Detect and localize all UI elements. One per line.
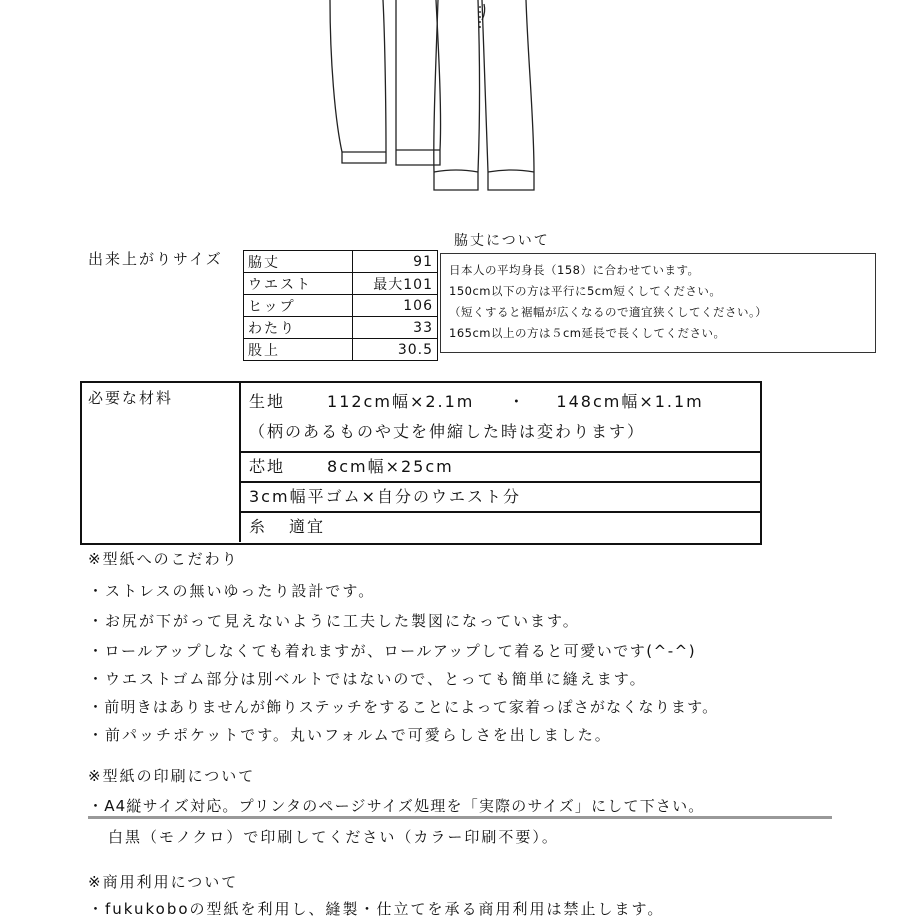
finished-size-table: [243, 250, 438, 361]
side-length-note-box: [440, 253, 876, 353]
pants-illustration: [0, 0, 920, 200]
fabric-separator: ・: [508, 392, 527, 411]
highlight-underline: [88, 816, 832, 819]
list-item: ・ロールアップしなくても着れますが、ロールアップして着ると可愛いです(^-^): [88, 642, 697, 660]
size-key: ウエスト: [244, 273, 353, 295]
size-value: 30.5: [353, 339, 438, 361]
thread-value: 適宜: [289, 517, 326, 536]
size-key: ヒップ: [244, 295, 353, 317]
size-value: 91: [353, 251, 438, 273]
size-key: 脇丈: [244, 251, 353, 273]
size-value: 33: [353, 317, 438, 339]
note-line: 150cm以下の方は平行に5cm短くしてください。: [449, 284, 722, 298]
list-item: ・お尻が下がって見えないように工夫した製図になっています。: [88, 612, 580, 630]
side-length-note-title: 脇丈について: [454, 233, 550, 249]
commercial-title: ※商用利用について: [88, 873, 239, 891]
thread-name: 糸: [249, 517, 268, 536]
table-row: [244, 251, 438, 273]
list-item: ・ストレスの無いゆったり設計です。: [88, 582, 376, 600]
list-item: ・A4縦サイズ対応。プリンタのページサイズ処理を「実際のサイズ」にして下さい。: [88, 797, 705, 815]
printing-title: ※型紙の印刷について: [88, 767, 256, 785]
table-row: [244, 295, 438, 317]
size-key: 股上: [244, 339, 353, 361]
finished-size-label: 出来上がりサイズ: [88, 250, 223, 268]
list-item: ・前明きはありませんが飾りステッチをすることによって家着っぽさがなくなります。: [88, 698, 719, 716]
materials-row-elastic: [241, 483, 760, 513]
note-line: 日本人の平均身長（158）に合わせています。: [449, 263, 700, 277]
table-row: [244, 339, 438, 361]
list-item: ・前パッチポケットです。丸いフォルムで可愛らしさを出しました。: [88, 726, 612, 744]
materials-row-interfacing: [241, 453, 760, 483]
fabric-name: 生地: [249, 392, 286, 411]
note-line: （短くすると裾幅が広くなるので適宜狭くしてください。）: [449, 305, 768, 319]
materials-row-thread: [241, 513, 760, 542]
fabric-note: （柄のあるものや丈を伸縮した時は変わります）: [249, 422, 646, 441]
list-item: ・ウエストゴム部分は別ベルトではないので、とっても簡単に縫えます。: [88, 670, 647, 688]
size-key: わたり: [244, 317, 353, 339]
materials-label: 必要な材料: [82, 383, 241, 542]
list-item: ・fukukoboの型紙を利用し、縫製・仕立てを承る商用利用は禁止します。: [88, 900, 665, 918]
size-value: 106: [353, 295, 438, 317]
fabric-width-a: 112cm幅×2.1m: [327, 392, 475, 411]
features-title: ※型紙へのこだわり: [88, 550, 239, 568]
list-item: 白黒（モノクロ）で印刷してください（カラー印刷不要）。: [108, 828, 559, 846]
elastic-value: 3cm幅平ゴム×自分のウエスト分: [249, 487, 521, 506]
interfacing-name: 芯地: [249, 457, 286, 476]
table-row: [244, 317, 438, 339]
note-line: 165cm以上の方は５cm延長で長くしてください。: [449, 326, 726, 340]
materials-table: [80, 381, 762, 545]
table-row: [244, 273, 438, 295]
interfacing-value: 8cm幅×25cm: [327, 457, 454, 476]
size-value: 最大101: [353, 273, 438, 295]
fabric-width-b: 148cm幅×1.1m: [556, 392, 704, 411]
materials-row-fabric: [241, 383, 760, 453]
